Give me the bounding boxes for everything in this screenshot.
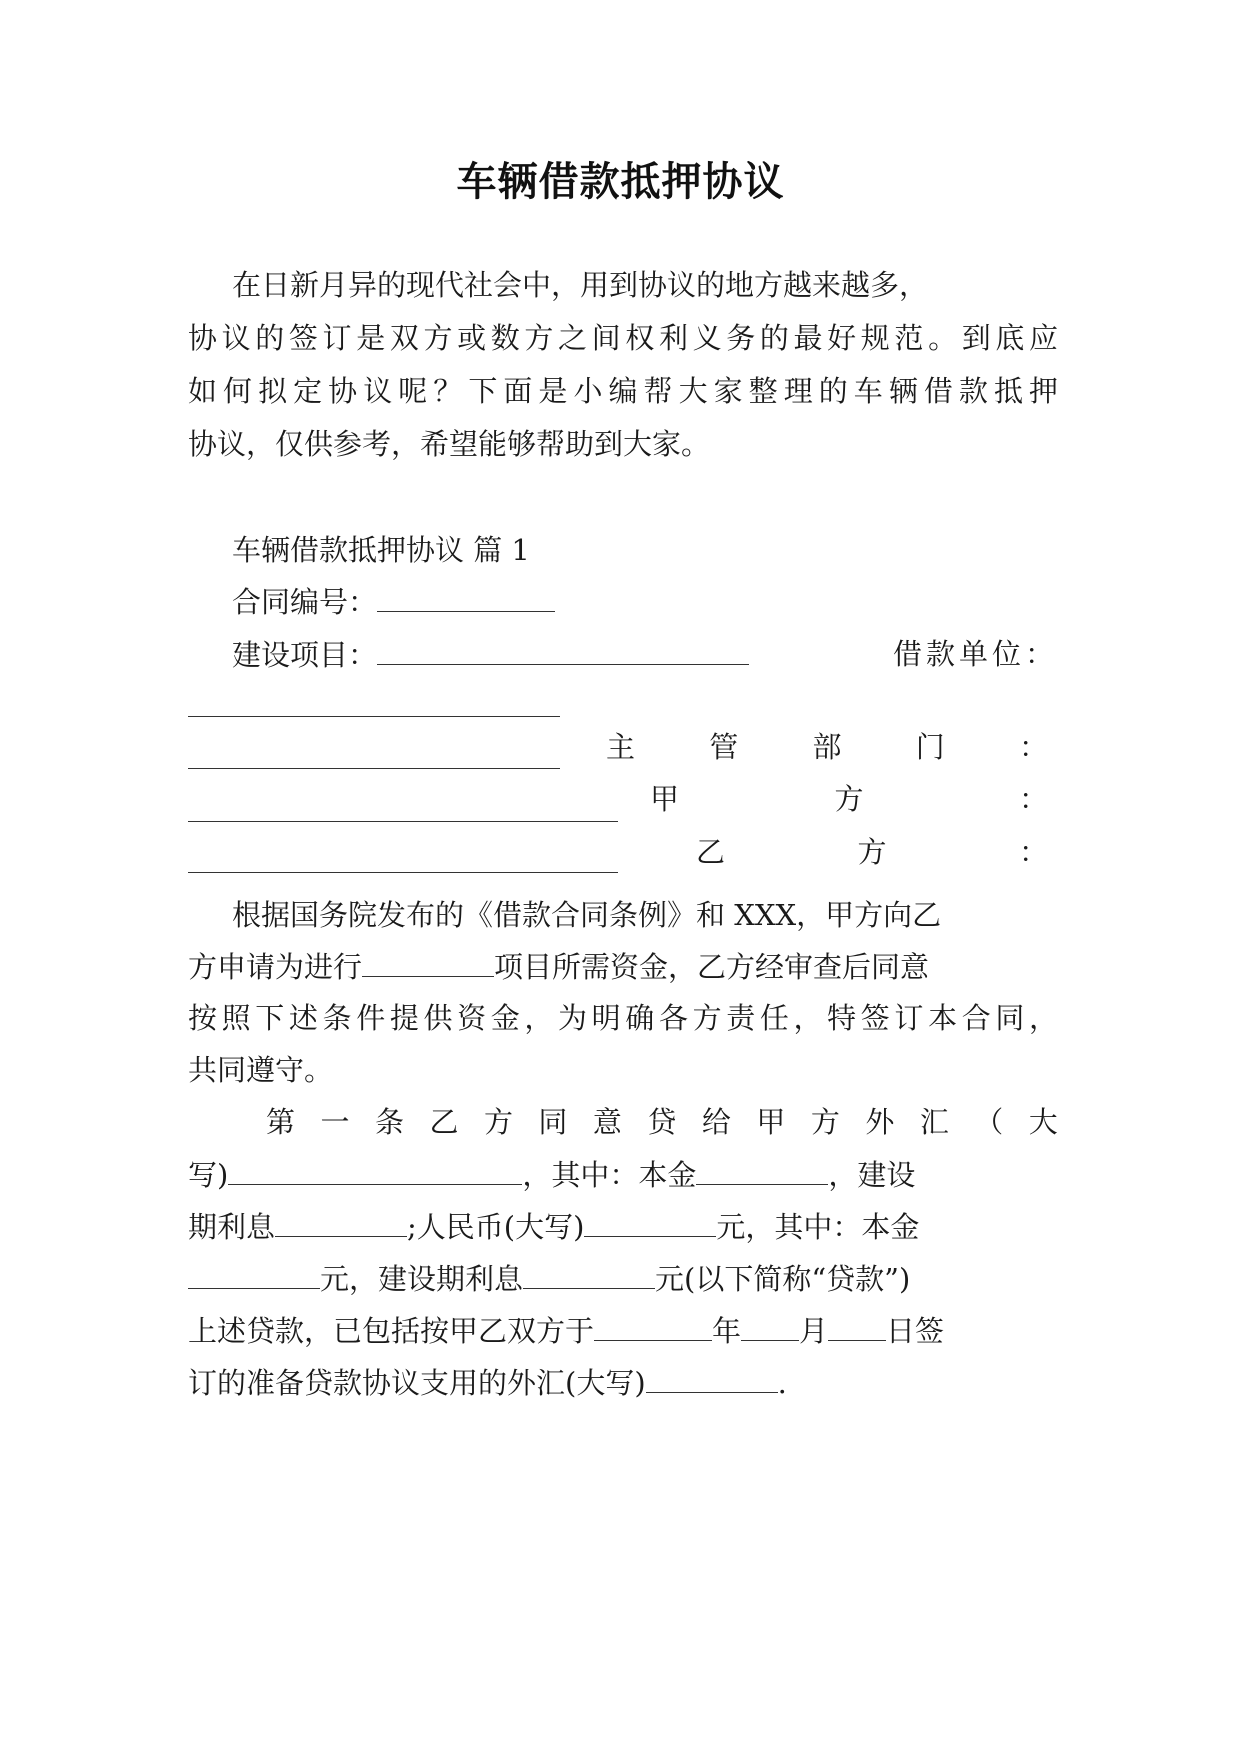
intro-line-4: 协议，仅供参考，希望能够帮助到大家。 <box>188 427 711 461</box>
fx-amount-blank <box>228 1154 522 1185</box>
contract-number-label: 合同编号： <box>232 585 378 619</box>
prep-loan-amount-blank <box>646 1362 778 1393</box>
article1-line-2: 写) ，其中：本金 ，建设 <box>188 1154 1058 1195</box>
rmb-interest-blank <box>523 1258 655 1289</box>
interest-blank <box>275 1206 407 1237</box>
department-label: 主 管 部 门 ： <box>606 730 1048 764</box>
borrower-blank <box>188 686 560 717</box>
para2-line-4: 共同遵守。 <box>188 1053 334 1087</box>
article1-line-1: 第 一 条 乙 方 同 意 贷 给 甲 方 外 汇 （ 大 <box>266 1105 1058 1139</box>
party-a-label: 甲 方 ： <box>650 782 1048 816</box>
department-row <box>188 686 1058 764</box>
project-blank <box>377 634 749 665</box>
article1-line-5: 上述贷款，已包括按甲乙双方于 年 月 日签 <box>188 1310 1058 1351</box>
article1-line-4: 元，建设期利息 元(以下简称“贷款”) <box>188 1258 1058 1299</box>
rmb-amount-blank <box>584 1206 716 1237</box>
para2-line-3: 按照下述条件提供资金，为明确各方责任，特签订本合同， <box>188 1001 1058 1035</box>
para2-line-2: 方申请为进行 项目所需资金，乙方经审查后同意 <box>188 946 1058 987</box>
article1-line-3: 期利息 ;人民币(大写) 元，其中：本金 <box>188 1206 1058 1247</box>
project-row <box>232 634 1058 675</box>
document-title: 车辆借款抵押协议 <box>456 159 785 205</box>
intro-line-2: 协议的签订是双方或数方之间权利义务的最好规范。到底应 <box>188 321 1058 355</box>
borrower-label: 借款单位： <box>892 637 1058 671</box>
intro-line-3: 如何拟定协议呢？下面是小编帮大家整理的车辆借款抵押 <box>188 374 1058 408</box>
month-blank <box>741 1310 799 1341</box>
day-blank <box>828 1310 886 1341</box>
project-name-blank <box>362 946 494 977</box>
article1-line-6: 订的准备贷款协议支用的外汇(大写) . <box>188 1362 1058 1403</box>
contract-number-row <box>232 581 1102 622</box>
department-blank <box>188 738 560 769</box>
section-heading: 车辆借款抵押协议 篇 1 <box>232 533 530 567</box>
party-b-row <box>188 791 1058 869</box>
party-a-row <box>188 738 1058 816</box>
intro-line-1: 在日新月异的现代社会中，用到协议的地方越来越多， <box>232 268 929 302</box>
party-b-blank <box>188 842 618 873</box>
contract-number-blank <box>377 581 555 612</box>
rmb-principal-blank <box>188 1258 320 1289</box>
project-label: 建设项目： <box>232 638 378 672</box>
party-b-blank-row <box>188 842 1058 883</box>
para2-line-1: 根据国务院发布的《借款合同条例》和 XXX，甲方向乙 <box>232 898 942 932</box>
year-blank <box>594 1310 712 1341</box>
party-b-label: 乙 方 ： <box>696 835 1048 869</box>
party-a-blank <box>188 791 618 822</box>
principal-blank <box>696 1154 828 1185</box>
